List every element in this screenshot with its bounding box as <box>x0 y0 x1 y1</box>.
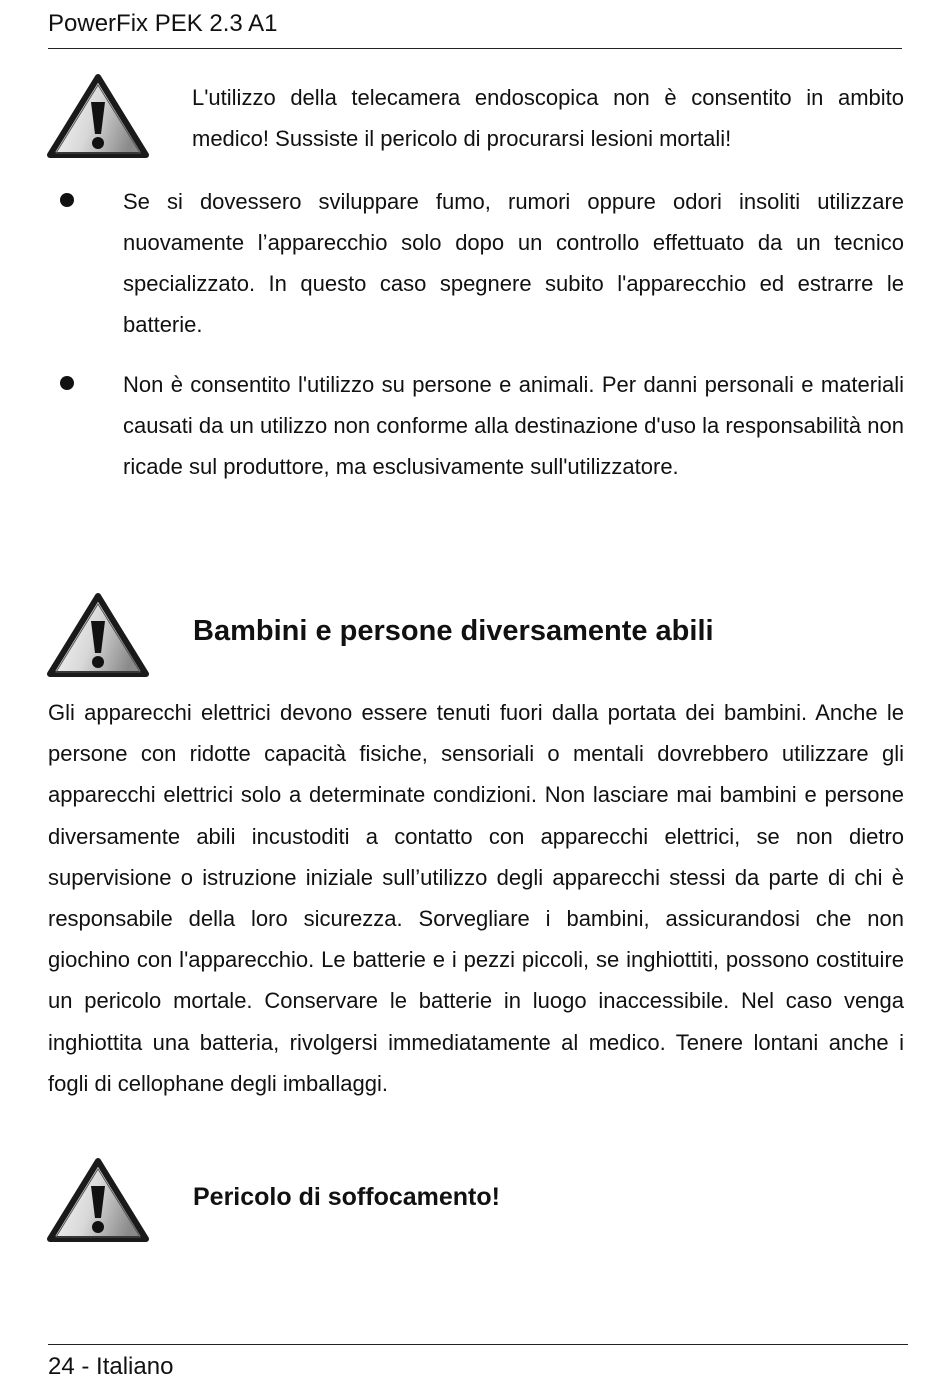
bullet-text: Non è consentito l'utilizzo su persone e animali. Per danni personali e materiali causati da un utilizzo non conforme alla destinazione d'uso la responsabilità non ricade sul produttore, ma esclusivamente sull'utilizzatore. <box>123 372 904 479</box>
bullet-icon <box>60 376 74 390</box>
warning-triangle-icon <box>46 72 150 160</box>
bullet-icon <box>60 193 74 207</box>
bullet-text: Se si dovessero sviluppare fumo, rumori oppure odori insoliti utilizzare nuovamente l’apparecchio solo dopo un controllo effettuato da un tecnico specializzato. In questo caso spegnere subito l'apparecchio ed estrarre le batterie. <box>123 189 904 337</box>
warning-triangle-icon <box>46 1156 150 1244</box>
page-number: 24 - Italiano <box>48 1353 174 1380</box>
page-header <box>48 6 902 49</box>
header-title: PowerFix PEK 2.3 A1 <box>48 10 278 37</box>
warning-suffocation-heading: Pericolo di soffocamento! <box>193 1183 500 1211</box>
list-item <box>48 181 904 345</box>
warning-triangle-icon <box>46 591 150 679</box>
section-heading-children: Bambini e persone diversamente abili <box>193 615 714 647</box>
warning-medical-text: L'utilizzo della telecamera endoscopica non è consentito in ambito medico! Sussiste il pericolo di procurarsi lesioni mortali! <box>192 85 904 151</box>
page-footer <box>48 1344 908 1383</box>
section-body-children: Gli apparecchi elettrici devono essere tenuti fuori dalla portata dei bambini. Anche le persone con ridotte capacità fisiche, sensoriali o mentali dovrebbero utilizzare gli apparecchi elettrici solo a determinate condizioni. Non lasciare mai bambini e persone diversamente abili incustoditi a contatto con apparecchi elettrici, se non dietro supervisione o istruzione iniziale sull’utilizzo degli apparecchi stessi da parte di chi è responsabile della loro sicurezza. Sorvegliare i bambini, assicurandosi che non giochino con l'apparecchio. Le batterie e i pezzi piccoli, se inghiottiti, possono costituire un pericolo mortale. Conservare le batterie in luogo inaccessibile. Nel caso venga inghiottita una batteria, rivolgersi immediatamente al medico. Tenere lontani anche i fogli di cellophane degli imballaggi. <box>48 700 904 1096</box>
list-item <box>48 364 904 487</box>
